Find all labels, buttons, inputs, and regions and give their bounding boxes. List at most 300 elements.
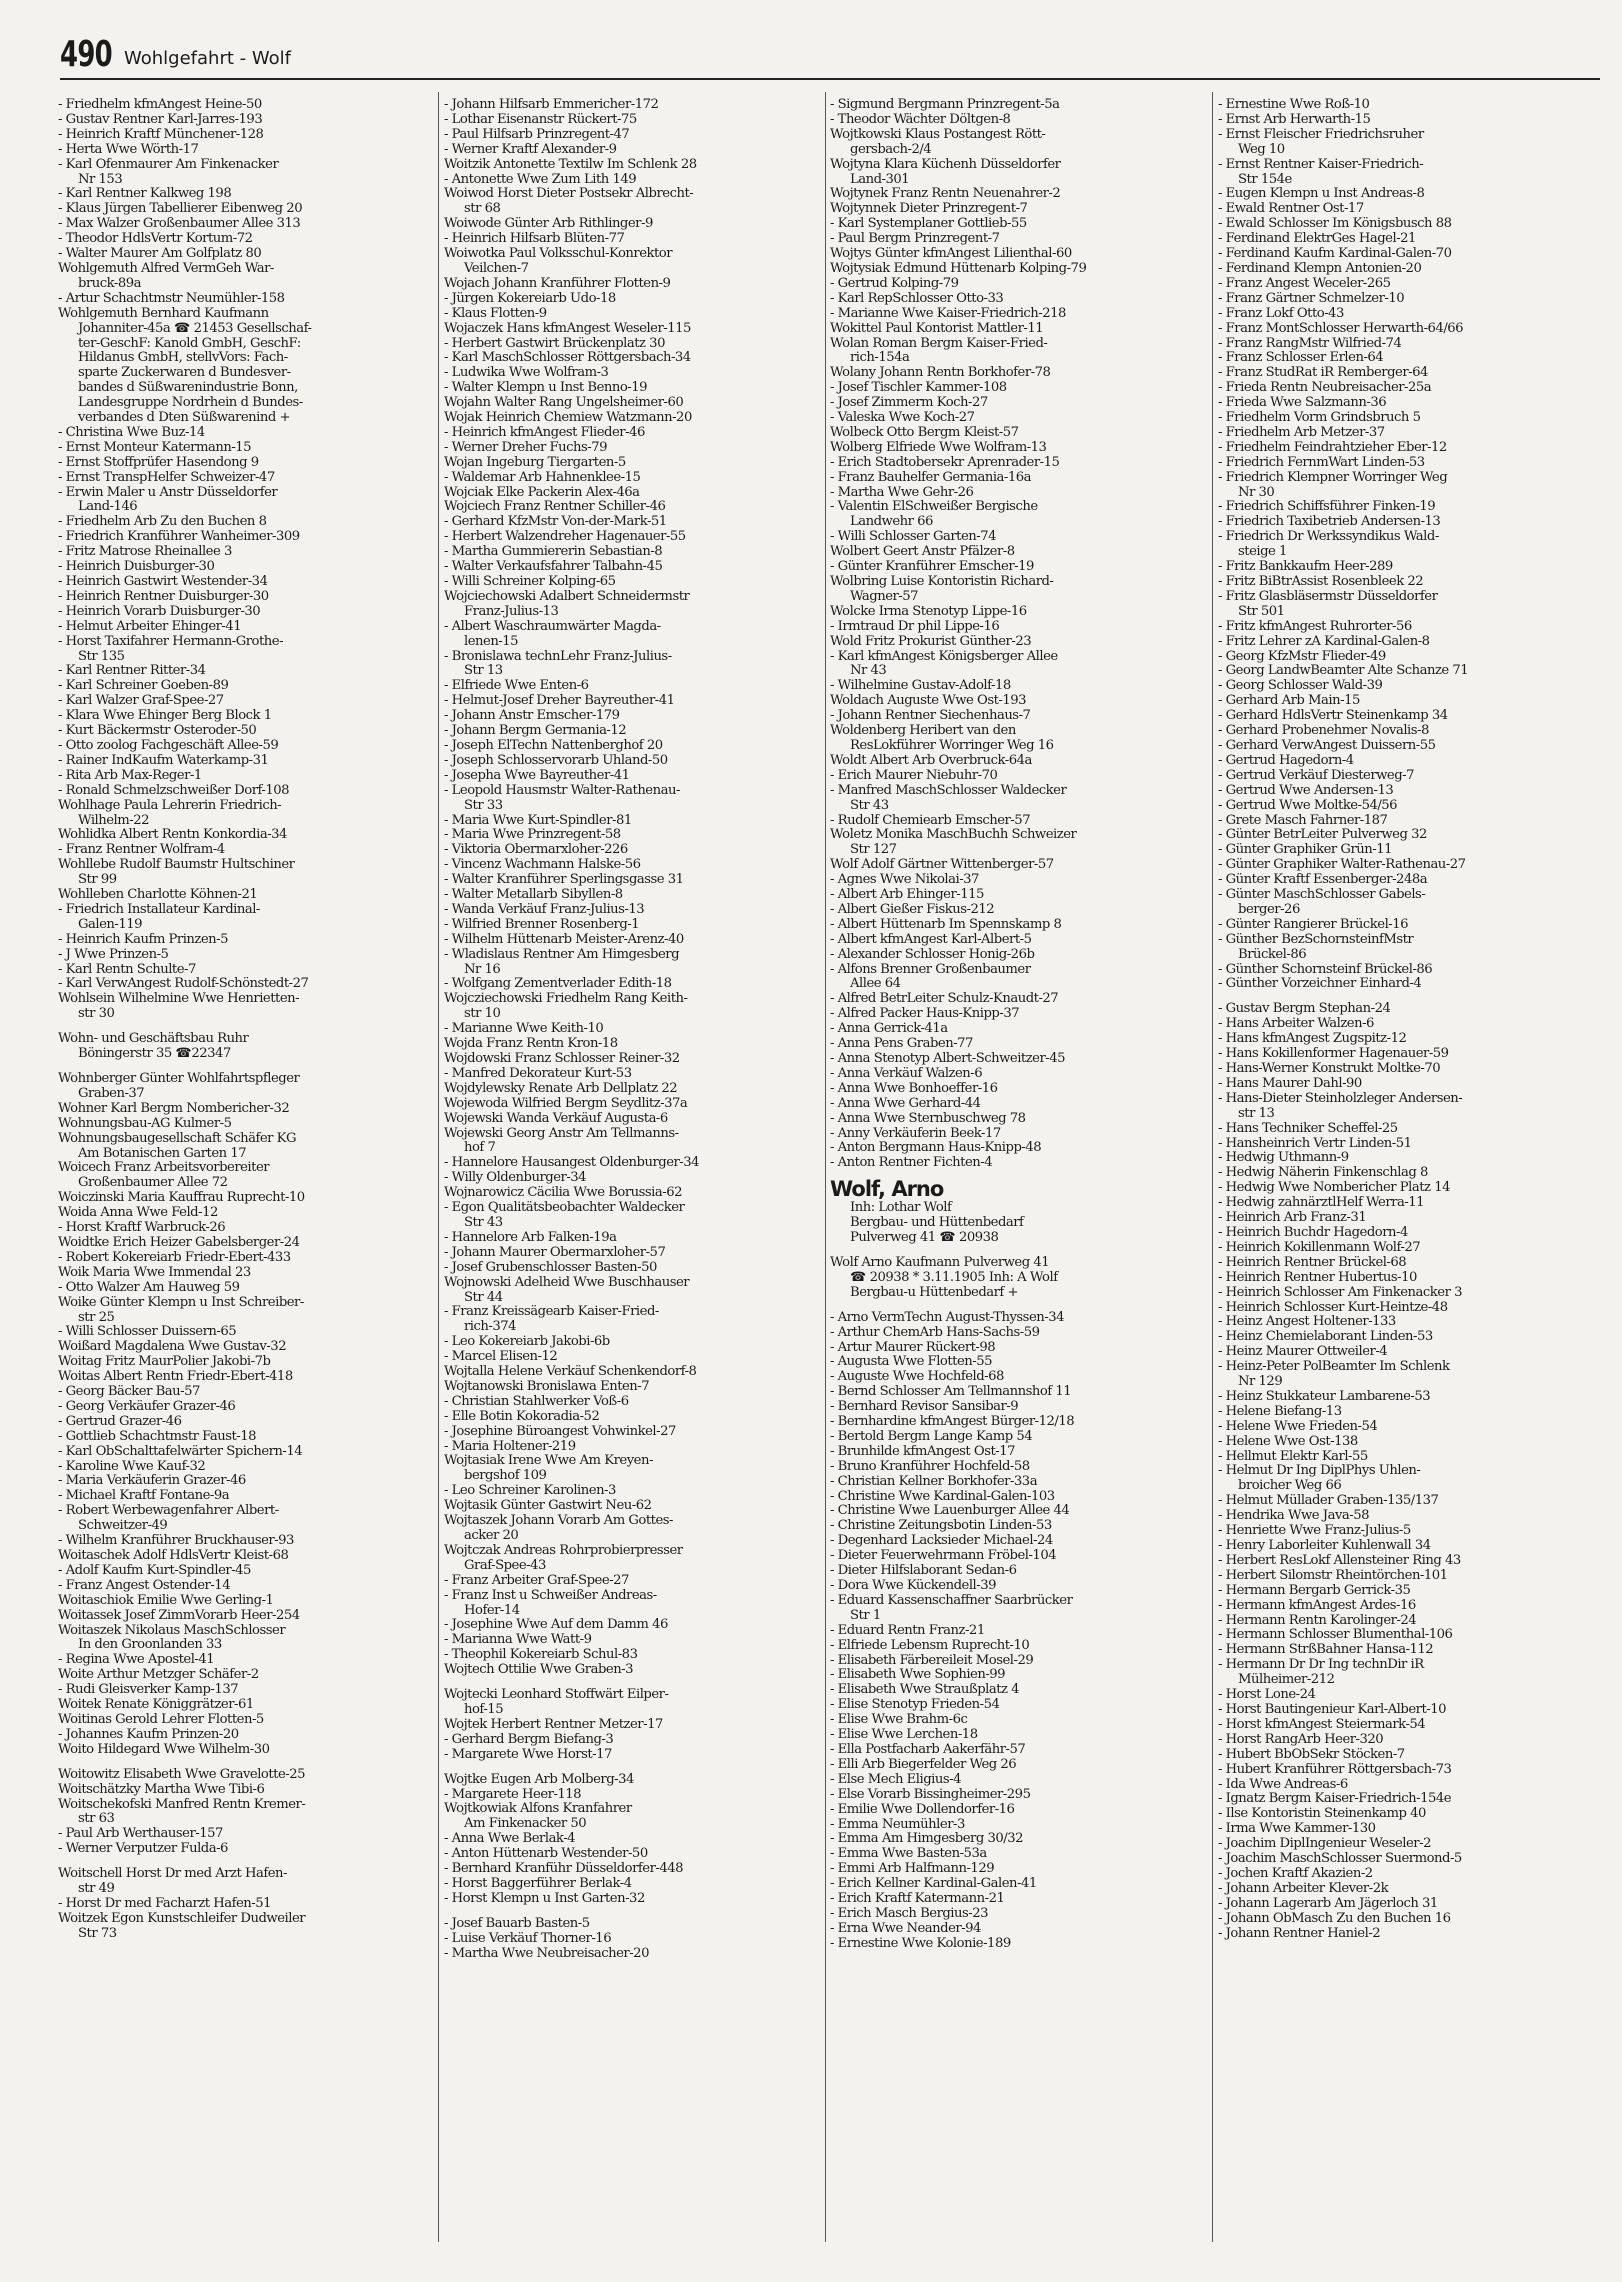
directory-entry: - Hannelore Arb Falken-19a [444,1230,617,1245]
entry-continuation: Str 43 [464,1215,503,1230]
directory-entry: - Else Mech Eligius-4 [830,1772,961,1787]
directory-entry: Wolbeck Otto Bergm Kleist-57 [830,425,1019,440]
directory-entry: - Johannes Kaufm Prinzen-20 [58,1727,239,1742]
running-head: Wohlgefahrt - Wolf [124,48,291,69]
directory-entry: Woitschekofski Manfred Rentn Kremer- [58,1797,306,1812]
entry-continuation: acker 20 [464,1529,519,1543]
directory-entry: - Eduard Rentn Franz-21 [830,1623,985,1638]
directory-entry: - Heinrich Kokillenmann Wolf-27 [1218,1240,1421,1255]
directory-entry: - Gerhard Bergm Biefang-3 [444,1732,614,1747]
directory-entry: - Johann Anstr Emscher-179 [444,709,620,724]
directory-entry: Wojtczak Andreas Rohrprobierpresser [444,1543,683,1558]
directory-entry: Wojak Heinrich Chemiew Watzmann-20 [444,411,692,426]
directory-entry: - Hans-Dieter Steinholzleger Andersen- [1218,1091,1463,1106]
directory-entry: - Martha Wwe Gehr-26 [830,485,974,500]
directory-entry: - Ewald Schlosser Im Königsbusch 88 [1218,217,1452,232]
directory-entry: - Paul Hilfsarb Prinzregent-47 [444,127,630,142]
entry-continuation: Landesgruppe Nordrhein d Bundes- [78,396,303,411]
entry-continuation: Galen-119 [78,917,143,932]
directory-entry: - Günter BetrLeiter Pulverweg 32 [1218,828,1427,843]
entry-continuation: str 10 [464,1007,501,1022]
directory-entry: - Michael Kraftf Fontane-9a [58,1489,230,1504]
directory-entry: Wohnberger Günter Wohlfahrtspfleger [58,1072,300,1086]
directory-entry: - Friedrich Schiffsführer Finken-19 [1218,500,1436,515]
directory-entry: - Günter Kranführer Emscher-19 [830,560,1034,575]
directory-entry: - Karl VerwAngest Rudolf-Schönstedt-27 [58,977,309,992]
directory-entry: - Theodor Wächter Döltgen-8 [830,112,1011,127]
directory-entry: - Friedrich Kranführer Wanheimer-309 [58,530,300,545]
entry-continuation: Allee 64 [850,977,901,992]
directory-entry: - Karl Rentn Schulte-7 [58,962,196,977]
directory-entry: - Helmut Arbeiter Ehinger-41 [58,619,242,634]
directory-entry: - Gertrud Kolping-79 [830,276,959,291]
directory-entry: - Anna Wwe Berlak-4 [444,1832,576,1847]
directory-entry: - Karl kfmAngest Königsberger Allee [830,649,1058,664]
entry-continuation: Hildanus GmbH, stellvVors: Fach- [78,351,288,366]
directory-entry: - Dieter Feuerwehrmann Fröbel-104 [830,1549,1057,1564]
directory-entry: Woidtke Erich Heizer Gabelsberger-24 [58,1235,300,1250]
directory-entry: - Anny Verkäuferin Beek-17 [830,1126,1001,1141]
directory-entry: - Waldemar Arb Hahnenklee-15 [444,470,641,485]
directory-entry: - Heinrich Rentner Brückel-68 [1218,1255,1407,1270]
directory-entry: - Ernst Arb Herwarth-15 [1218,112,1371,127]
entry-continuation: Str 501 [1238,604,1285,619]
directory-entry: Wojtysiak Edmund Hüttenarb Kolping-79 [830,261,1087,276]
directory-entry: - Ronald Schmelzschweißer Dorf-108 [58,783,290,798]
directory-entry: - Sigmund Bergmann Prinzregent-5a [830,98,1060,112]
directory-entry: - Leo Kokereiarb Jakobi-6b [444,1335,610,1350]
directory-entry: - Josephine Wwe Auf dem Damm 46 [444,1618,668,1633]
directory-entry: Wojtkowski Klaus Postangest Rött- [830,127,1046,142]
directory-entry: Wohlleben Charlotte Köhnen-21 [58,888,258,903]
directory-entry: - Heinz Chemielaborant Linden-53 [1218,1330,1433,1345]
directory-entry: Woitaschiok Emilie Wwe Gerling-1 [58,1593,274,1608]
directory-entry: - Ernst Rentner Kaiser-Friedrich- [1218,157,1424,172]
directory-entry: - Ernst TranspHelfer Schweizer-47 [58,470,275,485]
directory-entry: - Hans Kokillenformer Hagenauer-59 [1218,1047,1449,1062]
directory-entry: Woldach Auguste Wwe Ost-193 [830,694,1027,709]
directory-entry: Woitschätzky Martha Wwe Tibi-6 [58,1782,265,1797]
directory-entry: - Helmut-Josef Dreher Bayreuther-41 [444,694,675,709]
directory-entry: - Johann Rentner Haniel-2 [1218,1926,1381,1941]
entry-continuation: lenen-15 [464,634,519,649]
directory-entry: - Gertrud Grazer-46 [58,1414,182,1429]
directory-entry: - Henriette Wwe Franz-Julius-5 [1218,1524,1411,1539]
directory-entry: - Maria Wwe Kurt-Spindler-81 [444,813,632,828]
directory-entry: - Emmi Arb Halfmann-129 [830,1862,995,1877]
directory-entry: - Regina Wwe Apostel-41 [58,1653,215,1668]
directory-entry: - Hermann Bergarb Gerrick-35 [1218,1583,1411,1598]
directory-entry: Wohnungsbau-AG Kulmer-5 [58,1116,232,1131]
directory-entry: - Emma Neumühler-3 [830,1817,965,1832]
directory-entry: - Fritz BiBtrAssist Rosenbleek 22 [1218,575,1424,589]
directory-entry: - Albert Arb Ehinger-115 [830,888,984,903]
directory-entry: - Emilie Wwe Dollendorfer-16 [830,1802,1015,1817]
directory-entry: - Heinz Angest Holtener-133 [1218,1315,1396,1330]
directory-entry: Wohlsein Wilhelmine Wwe Henrietten- [58,992,300,1007]
directory-entry: - Fritz Bankkaufm Heer-289 [1218,560,1393,575]
directory-entry: - Josepha Wwe Bayreuther-41 [444,768,630,783]
directory-entry: - Ernst Monteur Katermann-15 [58,440,252,455]
directory-entry: - Franz MontSchlosser Herwarth-64/66 [1218,321,1464,336]
directory-entry: Wojewoda Wilfried Bergm Seydlitz-37a [444,1096,688,1111]
directory-entry: - Heinrich Kaufm Prinzen-5 [58,932,229,947]
directory-entry: Woito Hildegard Wwe Wilhelm-30 [58,1742,270,1757]
directory-entry: - Martha Gummiererin Sebastian-8 [444,545,663,560]
directory-entry: - Klaus Flotten-9 [444,306,547,321]
directory-entry: - Hans Arbeiter Walzen-6 [1218,1017,1374,1032]
directory-entry: Wohlhage Paula Lehrerin Friedrich- [58,798,282,813]
entry-continuation: Inh: Lothar Wolf [850,1201,952,1216]
directory-entry: - Artur Schachtmstr Neumühler-158 [58,291,285,306]
directory-entry: Wojtanowski Bronislawa Enten-7 [444,1379,650,1394]
directory-entry: - Friedhelm Arb Zu den Buchen 8 [58,515,267,530]
directory-entry: - Johann ObMasch Zu den Buchen 16 [1218,1911,1451,1926]
directory-entry: - Maria Wwe Prinzregent-58 [444,828,621,843]
directory-entry: - Heinrich Duisburger-30 [58,560,215,575]
entry-continuation: ter-GeschF: Kanold GmbH, GeschF: [78,336,301,351]
directory-entry: - Martha Wwe Neubreisacher-20 [444,1946,649,1961]
directory-entry: Wojahn Walter Rang Ungelsheimer-60 [444,396,684,411]
entry-continuation: Nr 16 [464,962,501,977]
directory-entry: - Karl MaschSchlosser Röttgersbach-34 [444,351,691,366]
entry-continuation: bandes d Süßwarenindustrie Bonn, [78,381,298,396]
directory-entry: - Herbert ResLokf Allensteiner Ring 43 [1218,1553,1461,1568]
directory-entry: - Anna Wwe Gerhard-44 [830,1096,981,1111]
directory-entry: Wohnungsbaugesellschaft Schäfer KG [58,1131,297,1146]
directory-entry: Wojach Johann Kranführer Flotten-9 [444,276,671,291]
directory-entry: - Ernestine Wwe Kolonie-189 [830,1936,1011,1951]
directory-entry: - Josef Tischler Kammer-108 [830,381,1007,396]
directory-entry: - Johann Arbeiter Klever-2k [1218,1881,1389,1896]
directory-entry: - Friedrich Installateur Kardinal- [58,902,260,917]
directory-entry: - Artur Maurer Rückert-98 [830,1340,996,1355]
directory-entry: - Heinz Stukkateur Lambarene-53 [1218,1389,1431,1404]
directory-entry: - Franz Bauhelfer Germania-16a [830,470,1032,485]
entry-continuation: Landwehr 66 [850,515,933,530]
directory-entry: Woitinas Gerold Lehrer Flotten-5 [58,1712,264,1727]
directory-entry: - Friedrich Dr Werkssyndikus Wald- [1218,530,1439,545]
directory-entry: - Egon Qualitätsbeobachter Waldecker [444,1201,685,1216]
directory-entry: - Ernst Stoffprüfer Hasendong 9 [58,455,259,470]
directory-entry: - Dieter Hilfslaborant Sedan-6 [830,1564,1017,1579]
entry-continuation: Nr 153 [78,172,123,187]
directory-entry: - Antonette Wwe Zum Lith 149 [444,172,637,187]
directory-entry: - Bertold Bergm Lange Kamp 54 [830,1429,1033,1444]
directory-entry: - Horst kfmAngest Steiermark-54 [1218,1717,1426,1732]
directory-entry: - Erich Kraftf Katermann-21 [830,1892,1005,1907]
directory-entry: Woitschell Horst Dr med Arzt Hafen- [58,1867,287,1882]
directory-entry: - Günther Vorzeichner Einhard-4 [1218,977,1422,992]
directory-entry: - Helene Wwe Frieden-54 [1218,1419,1378,1434]
directory-entry: - Josef Bauarb Basten-5 [444,1916,590,1931]
directory-entry: - Günter Rangierer Brückel-16 [1218,917,1409,932]
directory-entry: - Ernst Fleischer Friedrichsruher [1218,127,1424,142]
directory-entry: - Wilhelmine Gustav-Adolf-18 [830,679,1011,694]
directory-entry: - Friedhelm Vorm Grindsbruch 5 [1218,411,1421,426]
directory-entry: - Heinrich Schlosser Am Finkenacker 3 [1218,1285,1462,1300]
directory-entry: - Heinrich Gastwirt Westender-34 [58,575,268,589]
directory-entry: - Agnes Wwe Nikolai-37 [830,873,979,888]
directory-entry: - Franz Angest Ostender-14 [58,1578,231,1593]
directory-entry: - Anna Verkäuf Walzen-6 [830,1066,983,1081]
directory-entry: - Ferdinand Klempn Antonien-20 [1218,261,1422,276]
directory-entry: - Gerhard VerwAngest Duissern-55 [1218,738,1436,753]
directory-entry: - Lothar Eisenanstr Rückert-75 [444,112,637,127]
directory-entry: Woite Arthur Metzger Schäfer-2 [58,1668,259,1683]
page-number: 490 [60,34,112,75]
entry-continuation: Nr 129 [1238,1375,1283,1390]
directory-entry: Wohner Karl Bergm Nombericher-32 [58,1101,290,1116]
directory-entry: - Horst Lone-24 [1218,1688,1316,1703]
directory-entry: - Erwin Maler u Anstr Düsseldorfer [58,485,278,500]
directory-entry: Wojtyna Klara Küchenh Düsseldorfer [830,157,1061,172]
directory-entry: - Hermann Dr Dr Ing technDir iR [1218,1658,1424,1673]
entry-continuation: rich-374 [464,1320,517,1335]
directory-entry: - Viktoria Obermarxloher-226 [444,843,628,858]
directory-entry: - Emma Wwe Basten-53a [830,1847,987,1862]
directory-entry: - Hans-Werner Konstrukt Moltke-70 [1218,1062,1441,1076]
directory-entry: - Wilhelm Kranführer Bruckhauser-93 [58,1534,294,1549]
entry-spacer [830,1301,1205,1311]
directory-entry: - Hermann kfmAngest Ardes-16 [1218,1598,1416,1613]
directory-entry: - Willi Schlosser Garten-74 [830,530,996,545]
directory-entry: Wojda Franz Rentn Kron-18 [444,1037,618,1052]
entry-continuation: Str 99 [78,873,117,888]
directory-entry: - Johann Lagerarb Am Jägerloch 31 [1218,1896,1438,1911]
directory-entry: Wojan Ingeburg Tiergarten-5 [444,455,626,470]
directory-entry: - Friedhelm Arb Metzer-37 [1218,425,1385,440]
directory-entry: - Heinrich Hilfsarb Blüten-77 [444,232,625,247]
directory-entry: Wohn- und Geschäftsbau Ruhr [58,1032,249,1047]
directory-entry: - Anna Gerrick-41a [830,1022,948,1037]
directory-entry: - Christine Zeitungsbotin Linden-53 [830,1519,1052,1534]
entry-continuation: Graf-Spee-43 [464,1558,546,1573]
entry-continuation: Str 73 [78,1926,117,1941]
directory-entry: - Karoline Wwe Kauf-32 [58,1459,206,1474]
directory-entry: - Rudi Gleisverker Kamp-137 [58,1683,239,1698]
directory-entry: - Augusta Wwe Flotten-55 [830,1355,993,1370]
directory-entry: - Erich Maurer Niebuhr-70 [830,768,998,783]
directory-entry: - Walter Maurer Am Golfplatz 80 [58,247,262,262]
directory-entry: - Fritz kfmAngest Ruhrorter-56 [1218,619,1412,634]
directory-entry: - Franz Rentner Wolfram-4 [58,843,225,858]
directory-entry: Woitassek Josef ZimmVorarb Heer-254 [58,1608,300,1623]
directory-entry: - Alfred BetrLeiter Schulz-Knaudt-27 [830,992,1059,1007]
directory-entry: - Gertrud Hagedorn-4 [1218,753,1354,768]
directory-entry: - Marianna Wwe Watt-9 [444,1633,592,1648]
directory-entry: - Auguste Wwe Hochfeld-68 [830,1370,1004,1385]
directory-entry: Woiwotka Paul Volksschul-Konrektor [444,247,673,262]
directory-entry: - Hans kfmAngest Zugspitz-12 [1218,1032,1407,1047]
directory-entry: - Erna Wwe Neander-94 [830,1921,981,1936]
directory-entry: Woike Günter Klempn u Inst Schreiber- [58,1295,304,1310]
entry-continuation: bergshof 109 [464,1469,547,1484]
directory-entry: - Franz Gärtner Schmelzer-10 [1218,291,1405,306]
directory-entry: - Paul Arb Werthauser-157 [58,1827,223,1842]
directory-entry: - Hedwig Uthmann-9 [1218,1151,1349,1166]
directory-entry: Woldt Albert Arb Overbruck-64a [830,753,1032,768]
directory-entry: Woida Anna Wwe Feld-12 [58,1206,218,1221]
directory-entry: - Bruno Kranführer Hochfeld-58 [830,1459,1030,1474]
directory-entry: - Hans Maurer Dahl-90 [1218,1076,1362,1091]
entry-continuation: hof-15 [464,1702,504,1717]
entry-continuation: Großenbaumer Allee 72 [78,1176,228,1191]
directory-entry: - Brunhilde kfmAngest Ost-17 [830,1444,1016,1459]
directory-entry: - Erich Stadtobersekr Aprenrader-15 [830,455,1060,470]
directory-entry: - Franz Lokf Otto-43 [1218,306,1344,321]
entry-continuation: Mülheimer-212 [1238,1673,1335,1688]
entry-continuation: In den Groonlanden 33 [78,1638,222,1653]
directory-entry: - Elli Arb Biegerfelder Weg 26 [830,1757,1017,1772]
directory-entry: - Gustav Rentner Karl-Jarres-193 [58,112,263,127]
directory-entry: Wojdowski Franz Schlosser Reiner-32 [444,1052,680,1066]
directory-entry: - Theophil Kokereiarb Schul-83 [444,1648,638,1663]
directory-entry: - Heinrich Rentner Hubertus-10 [1218,1270,1417,1285]
directory-entry: Wojtys Günter kfmAngest Lilienthal-60 [830,247,1072,262]
directory-entry: - Horst Kraftf Warbruck-26 [58,1221,226,1236]
directory-entry: - Anton Rentner Fichten-4 [830,1156,993,1171]
directory-entry: - Alfons Brenner Großenbaumer [830,962,1031,977]
directory-entry: Woitek Renate Königgrätzer-61 [58,1698,254,1713]
entry-continuation: Str 43 [850,798,889,813]
entry-spacer [1218,992,1593,1002]
directory-entry: - Johann Hilfsarb Emmericher-172 [444,98,659,112]
directory-entry: Wolf Adolf Gärtner Wittenberger-57 [830,858,1054,873]
directory-entry: - Heinrich Schlosser Kurt-Heintze-48 [1218,1300,1448,1315]
directory-entry: - Elfriede Wwe Enten-6 [444,679,589,694]
directory-entry: - Joseph ElTechn Nattenberghof 20 [444,738,663,753]
directory-entry: - Bernhardine kfmAngest Bürger-12/18 [830,1415,1075,1430]
directory-entry: - Christian Stahlwerker Voß-6 [444,1394,629,1409]
entry-continuation: Bergbau-u Hüttenbedarf + [850,1285,1019,1300]
directory-entry: - Werner Verputzer Fulda-6 [58,1842,228,1857]
directory-entry: - Horst Baggerführer Berlak-4 [444,1876,632,1891]
entry-continuation: Str 127 [850,843,897,858]
entry-continuation: ResLokführer Worringer Weg 16 [850,738,1054,753]
directory-entry: - Gerhard KfzMstr Von-der-Mark-51 [444,515,667,530]
directory-entry: - Ida Wwe Andreas-6 [1218,1777,1348,1792]
directory-entry: - Gertrud Wwe Moltke-54/56 [1218,798,1398,813]
directory-entry: - Albert kfmAngest Karl-Albert-5 [830,932,1032,947]
directory-entry: - Rudolf Chemiearb Emscher-57 [830,813,1031,828]
directory-entry: - Horst Dr med Facharzt Hafen-51 [58,1896,272,1911]
directory-entry: - Joachim DiplIngenieur Weseler-2 [1218,1837,1431,1852]
directory-entry: - Herbert Gastwirt Brückenplatz 30 [444,336,665,351]
directory-entry: - Albert Gießer Fiskus-212 [830,902,995,917]
directory-entry: - Herta Wwe Wörth-17 [58,142,199,157]
directory-entry: - Klaus Jürgen Tabellierer Eibenweg 20 [58,202,303,217]
directory-entry: - Hedwig zahnärztlHelf Werra-11 [1218,1196,1425,1211]
entry-continuation: Str 1 [850,1608,881,1623]
directory-entry: - Valentin ElSchweißer Bergische [830,500,1038,515]
entry-continuation: broicher Weg 66 [1238,1479,1342,1494]
directory-entry: Woiwode Günter Arb Rithlinger-9 [444,217,653,232]
directory-entry: Wohlgemuth Bernhard Kaufmann [58,306,269,321]
directory-entry: - Franz Angest Weceler-265 [1218,276,1391,291]
directory-entry: - Elisabeth Wwe Straußplatz 4 [830,1683,1020,1698]
directory-entry: - Valeska Wwe Koch-27 [830,411,975,426]
entry-continuation: Am Finkenacker 50 [464,1817,587,1832]
directory-entry: - Karl Schreiner Goeben-89 [58,679,229,694]
directory-entry: Woitaszek Nikolaus MaschSchlosser [58,1623,286,1638]
directory-entry: - Günter Graphiker Grün-11 [1218,843,1392,858]
directory-entry: - Christine Wwe Lauenburger Allee 44 [830,1504,1070,1519]
directory-entry: - Helene Wwe Ost-138 [1218,1434,1358,1449]
directory-entry: Woiwod Horst Dieter Postsekr Albrecht- [444,187,694,202]
entry-continuation: str 49 [78,1882,115,1897]
directory-entry: - Horst Bautingenieur Karl-Albert-10 [1218,1702,1446,1717]
directory-entry: Wolany Johann Rentn Borkhofer-78 [830,366,1051,381]
directory-entry: - Degenhard Lacksieder Michael-24 [830,1534,1053,1549]
entry-continuation: hof 7 [464,1141,496,1156]
directory-entry: - Luise Verkäuf Thorner-16 [444,1931,612,1946]
directory-entry: - Günter Graphiker Walter-Rathenau-27 [1218,858,1466,873]
directory-entry: - Hubert Kranführer Röttgersbach-73 [1218,1762,1452,1777]
directory-entry: - Friedhelm kfmAngest Heine-50 [58,98,262,112]
directory-entry: - Elle Botin Kokoradia-52 [444,1409,600,1424]
directory-entry: - Herbert Silomstr Rheintörchen-101 [1218,1568,1448,1583]
directory-entry: - Horst Taxifahrer Hermann-Grothe- [58,634,284,649]
directory-entry: - Georg Verkäufer Grazer-46 [58,1399,236,1414]
directory-entry: - Dora Wwe Kückendell-39 [830,1579,997,1593]
entry-continuation: gersbach-2/4 [850,142,932,157]
directory-entry: - Heinz-Peter PolBeamter Im Schlenk [1218,1360,1450,1375]
directory-entry: Wojtecki Leonhard Stoffwärt Eilper- [444,1688,669,1703]
entry-continuation: rich-154a [850,351,910,366]
directory-entry: - Manfred Dekorateur Kurt-53 [444,1066,632,1081]
entry-continuation: Böningerstr 35 ☎22347 [78,1047,231,1062]
directory-entry: - Otto zoolog Fachgeschäft Allee-59 [58,738,279,753]
directory-entry: - Wilhelm Hüttenarb Meister-Arenz-40 [444,932,684,947]
directory-entry: Wojciechowski Adalbert Schneidermstr [444,589,690,604]
directory-entry: - Theodor HdlsVertr Kortum-72 [58,232,253,247]
directory-entry: - J Wwe Prinzen-5 [58,947,169,962]
directory-entry: - Horst Klempn u Inst Garten-32 [444,1891,645,1906]
directory-entry: - Ignatz Bergm Kaiser-Friedrich-154e [1218,1792,1452,1807]
directory-entry: - Anna Pens Graben-77 [830,1037,973,1052]
directory-entry: - Walter Verkaufsfahrer Talbahn-45 [444,560,663,575]
directory-entry: Wohllebe Rudolf Baumstr Hultschiner [58,858,295,873]
column-rule [438,92,439,2242]
directory-entry: - Eugen Klempn u Inst Andreas-8 [1218,187,1425,202]
entry-continuation: ☎ 20938 * 3.11.1905 Inh: A Wolf [850,1270,1058,1285]
directory-entry: - Helmut Müllader Graben-135/137 [1218,1494,1439,1509]
directory-entry: - Kurt Bäckermstr Osteroder-50 [58,724,257,739]
directory-entry: Wojtek Herbert Rentner Metzer-17 [444,1717,663,1732]
directory-entry: - Günther BezSchornsteinfMstr [1218,932,1414,947]
directory-entry: - Georg Schlosser Wald-39 [1218,679,1383,694]
directory-entry: - Karl Rentner Ritter-34 [58,664,206,679]
directory-entry: - Margarete Wwe Horst-17 [444,1747,612,1762]
entry-continuation: Weg 10 [1238,142,1285,157]
entry-continuation: Graben-37 [78,1086,145,1101]
directory-entry: - Wolfgang Zementverlader Edith-18 [444,977,672,992]
directory-entry: - Christina Wwe Buz-14 [58,425,205,440]
directory-entry: - Erich Kellner Kardinal-Galen-41 [830,1877,1037,1892]
directory-entry: - Friedhelm Feindrahtzieher Eber-12 [1218,440,1447,455]
directory-entry: - Robert Werbewagenfahrer Albert- [58,1504,279,1519]
directory-entry: - Bernhard Kranführ Düsseldorfer-448 [444,1862,684,1877]
directory-entry: - Leo Schreiner Karolinen-3 [444,1484,616,1499]
directory-entry: - Grete Masch Fahrner-187 [1218,813,1388,828]
directory-entry: Wojdylewsky Renate Arb Dellplatz 22 [444,1081,678,1096]
directory-entry: Wojtech Ottilie Wwe Graben-3 [444,1663,634,1678]
entry-continuation: str 30 [78,1007,115,1022]
directory-entry: Woicech Franz Arbeitsvorbereiter [58,1161,270,1176]
directory-entry: Woitag Fritz MaurPolier Jakobi-7b [58,1355,271,1370]
entry-continuation: Brückel-86 [1238,947,1307,962]
